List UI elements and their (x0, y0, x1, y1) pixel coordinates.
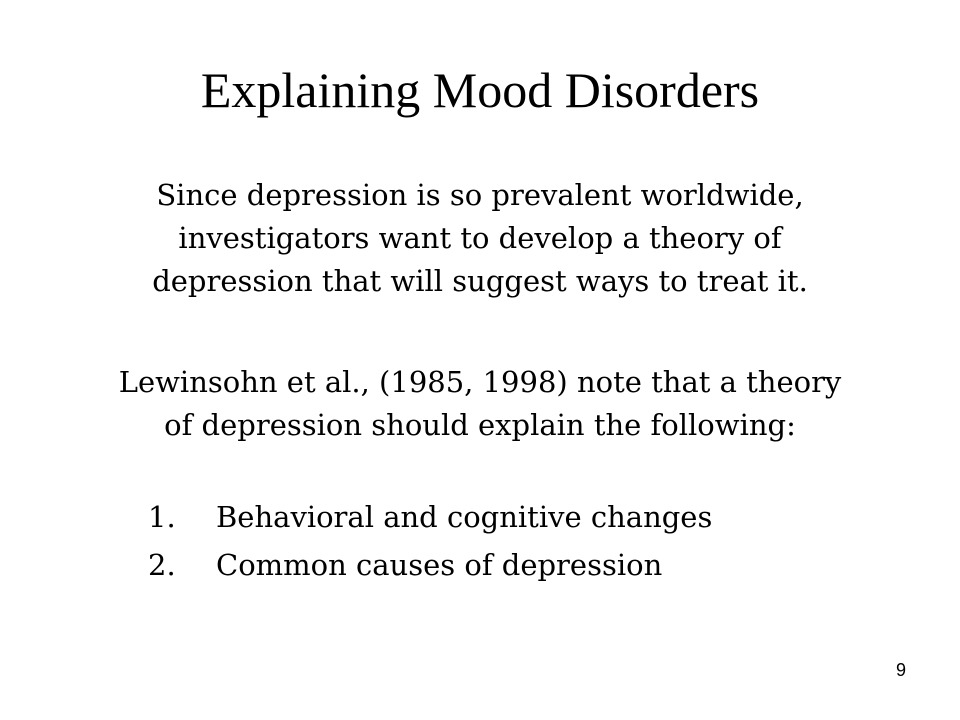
list-item (148, 541, 712, 589)
intro-paragraph (40, 174, 920, 303)
paragraph-line: depression that will suggest ways to treat it. (152, 264, 808, 298)
paragraph-line: investigators want to develop a theory of (178, 221, 782, 255)
slide-title: Explaining Mood Disorders (200, 62, 760, 118)
paragraph-line: of depression should explain the following: (164, 408, 796, 442)
list-item-text: Behavioral and cognitive changes (216, 500, 713, 534)
paragraph-line: Lewinsohn et al., (1985, 1998) note that a theory (118, 365, 842, 399)
list-item-text: Common causes of depression (216, 548, 663, 582)
list-item-number: 2. (148, 548, 176, 582)
paragraph-line: Since depression is so prevalent worldwide, (156, 178, 804, 212)
page-number: 9 (895, 660, 906, 680)
numbered-list (148, 493, 712, 589)
list-item-number: 1. (148, 500, 176, 534)
citation-paragraph (40, 361, 920, 447)
list-item (148, 493, 712, 541)
